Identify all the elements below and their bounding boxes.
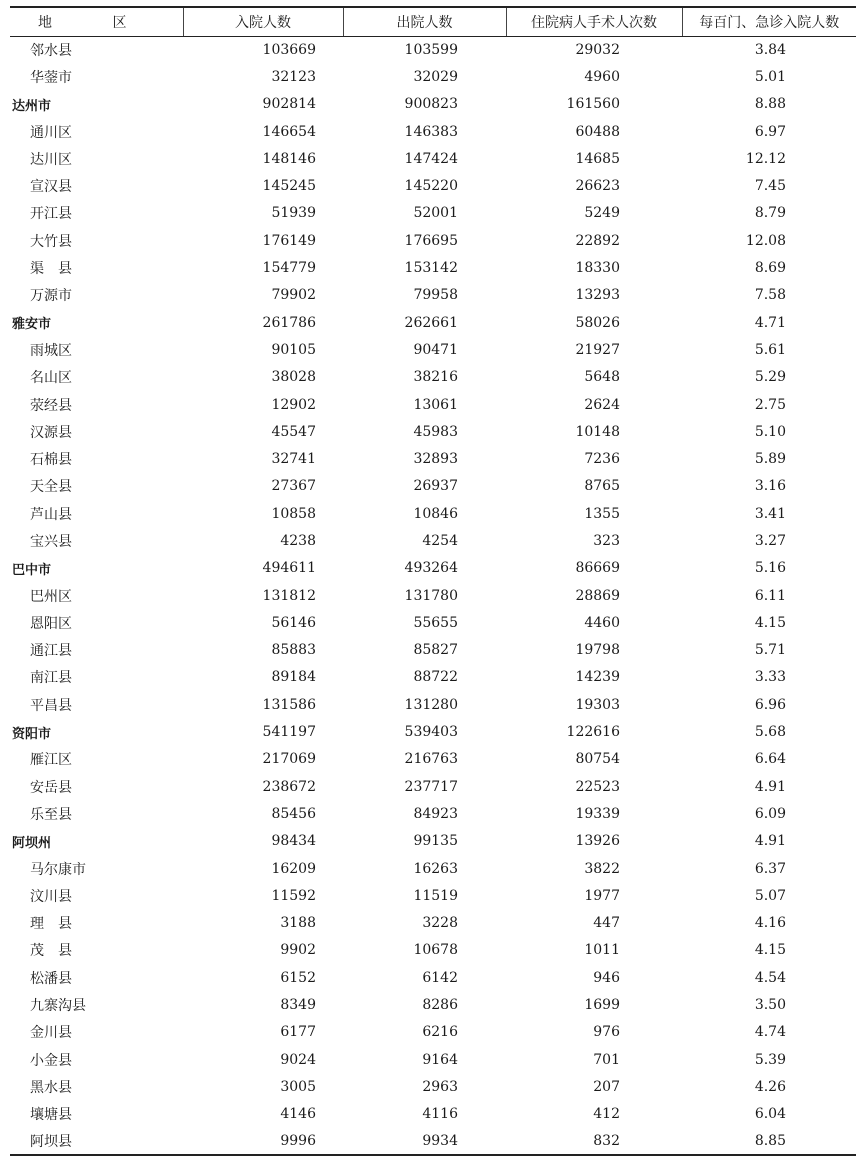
admissions-cell: 51939: [271, 205, 316, 222]
discharges-cell: 10678: [413, 942, 458, 959]
admission-rate-cell: 6.96: [754, 696, 786, 713]
table-row: [10, 364, 856, 391]
admissions-cell: 8349: [280, 997, 316, 1014]
discharges-cell: 45983: [413, 423, 458, 440]
region-name-cell: 平昌县: [30, 697, 72, 714]
discharges-cell: 3228: [422, 915, 458, 932]
discharges-cell: 4254: [422, 532, 458, 549]
admissions-cell: 131812: [262, 587, 316, 604]
discharges-cell: 9164: [422, 1051, 458, 1068]
admissions-cell: 89184: [271, 669, 316, 686]
header-row: [10, 7, 856, 36]
surgeries-cell: 412: [593, 1106, 620, 1123]
table-row: [10, 773, 856, 800]
region-name-cell: 宣汉县: [30, 179, 72, 196]
discharges-cell: 262661: [404, 314, 458, 331]
admission-rate-cell: 5.89: [754, 451, 786, 468]
surgeries-cell: 13926: [575, 833, 620, 850]
surgeries-cell: 10148: [575, 423, 620, 440]
admissions-cell: 494611: [262, 560, 316, 577]
table-row: [10, 1101, 856, 1128]
surgeries-cell: 26623: [575, 178, 620, 195]
admissions-cell: 9996: [183, 1128, 343, 1155]
header-region: 地 区: [10, 7, 183, 36]
discharges-cell: 55655: [413, 614, 458, 631]
admission-rate-cell: 4.54: [754, 969, 786, 986]
surgeries-cell: 5648: [584, 369, 620, 386]
discharges-cell: 8286: [422, 997, 458, 1014]
admissions-cell: 148146: [262, 150, 316, 167]
discharges-cell: 32893: [413, 451, 458, 468]
table-row: [10, 282, 856, 309]
admissions-cell: 16209: [271, 860, 316, 877]
discharges-cell: 900823: [404, 96, 458, 113]
admission-rate-cell: 4.26: [754, 1078, 786, 1095]
region-name-cell: 巴中市: [12, 562, 52, 578]
discharges-cell: 4116: [422, 1106, 458, 1123]
region-name-cell: 松潘县: [30, 970, 72, 987]
table-row-city: [10, 309, 856, 336]
admissions-cell: 85456: [271, 805, 316, 822]
table-header: [10, 7, 856, 36]
surgeries-cell: 8765: [584, 478, 620, 495]
table-row: [10, 691, 856, 718]
region-name-cell: 汶川县: [30, 888, 72, 905]
region-name-cell: 宝兴县: [30, 533, 72, 550]
surgeries-cell: 323: [593, 532, 620, 549]
region-name-cell: 资阳市: [12, 726, 52, 742]
table-row: [10, 991, 856, 1018]
table-row: [10, 200, 856, 227]
admission-rate-cell: 3.50: [754, 997, 786, 1014]
region-name-cell: 天全县: [30, 479, 72, 496]
table-row: [10, 418, 856, 445]
discharges-cell: 32029: [413, 68, 458, 85]
header-surgeries: 住院病人手术人次数: [506, 7, 682, 36]
region-name-cell: 茂 县: [30, 943, 72, 960]
surgeries-cell: 122616: [566, 724, 620, 741]
table-row: [10, 964, 856, 991]
region-name-cell: 万源市: [30, 288, 72, 305]
discharges-cell: 146383: [404, 123, 458, 140]
table-row-city: [10, 91, 856, 118]
table-row: [10, 882, 856, 909]
discharges-cell: 131780: [404, 587, 458, 604]
surgeries-cell: 14685: [575, 150, 620, 167]
discharges-cell: 153142: [404, 260, 458, 277]
admissions-cell: 146654: [262, 123, 316, 140]
region-name-cell: 恩阳区: [30, 615, 72, 632]
admission-rate-cell: 5.01: [754, 68, 786, 85]
surgeries-cell: 21927: [575, 341, 620, 358]
admission-rate-cell: 6.97: [754, 123, 786, 140]
region-name-cell: 通江县: [30, 643, 72, 660]
table-row: [10, 473, 856, 500]
region-name-cell: 雅安市: [12, 317, 52, 333]
admission-rate-cell: 4.16: [754, 915, 786, 932]
region-name-cell: 华蓥市: [30, 69, 72, 86]
table-row: [10, 227, 856, 254]
admission-rate-cell: 3.41: [754, 505, 786, 522]
region-name-cell: 邻水县: [30, 42, 72, 59]
table-row-city: [10, 555, 856, 582]
region-name-cell: 壤塘县: [30, 1107, 72, 1124]
region-name-cell: 理 县: [30, 916, 72, 933]
discharges-cell: 90471: [413, 341, 458, 358]
region-name-cell: 通川区: [30, 124, 72, 141]
hospital-statistics-table: [10, 6, 856, 1156]
discharges-cell: 539403: [404, 724, 458, 741]
admission-rate-cell: 5.61: [754, 341, 786, 358]
surgeries-cell: 5249: [584, 205, 620, 222]
surgeries-cell: 28869: [575, 587, 620, 604]
admissions-cell: 154779: [262, 260, 316, 277]
surgeries-cell: 4460: [584, 614, 620, 631]
admissions-cell: 45547: [271, 423, 316, 440]
region-name-cell: 达川区: [30, 151, 72, 168]
admission-rate-cell: 8.88: [754, 96, 786, 113]
admission-rate-cell: 8.85: [682, 1128, 856, 1155]
table-row: [10, 527, 856, 554]
discharges-cell: 493264: [404, 560, 458, 577]
surgeries-cell: 1355: [584, 505, 620, 522]
surgeries-cell: 832: [506, 1128, 682, 1155]
discharges-cell: 52001: [413, 205, 458, 222]
admissions-cell: 131586: [262, 696, 316, 713]
region-name-cell: 阿坝州: [12, 835, 52, 851]
admissions-cell: 32741: [271, 451, 316, 468]
surgeries-cell: 22523: [575, 778, 620, 795]
surgeries-cell: 86669: [575, 560, 620, 577]
admission-rate-cell: 6.64: [754, 751, 786, 768]
surgeries-cell: 4960: [584, 68, 620, 85]
admissions-cell: 217069: [262, 751, 316, 768]
table-row: [10, 336, 856, 363]
surgeries-cell: 29032: [575, 41, 620, 58]
admission-rate-cell: 7.45: [754, 178, 786, 195]
admission-rate-cell: 3.33: [754, 669, 786, 686]
discharges-cell: 16263: [413, 860, 458, 877]
admission-rate-cell: 8.69: [754, 260, 786, 277]
surgeries-cell: 80754: [575, 751, 620, 768]
admissions-cell: 4146: [280, 1106, 316, 1123]
discharges-cell: 216763: [404, 751, 458, 768]
discharges-cell: 2963: [422, 1078, 458, 1095]
table-row: [10, 500, 856, 527]
admission-rate-cell: 6.11: [754, 587, 786, 604]
admissions-cell: 9024: [280, 1051, 316, 1068]
admissions-cell: 12902: [271, 396, 316, 413]
table-row: [10, 855, 856, 882]
region-name-cell: 渠 县: [30, 261, 72, 278]
region-name-cell: 石棉县: [30, 452, 72, 469]
discharges-cell: 99135: [413, 833, 458, 850]
admissions-cell: 56146: [271, 614, 316, 631]
admission-rate-cell: 5.10: [754, 423, 786, 440]
admission-rate-cell: 2.75: [754, 396, 786, 413]
discharges-cell: 88722: [413, 669, 458, 686]
admission-rate-cell: 12.12: [745, 150, 786, 167]
table-body: [10, 36, 856, 1155]
surgeries-cell: 946: [593, 969, 620, 986]
region-name-cell: 开江县: [30, 206, 72, 223]
surgeries-cell: 22892: [575, 232, 620, 249]
region-name-cell: 安岳县: [30, 779, 72, 796]
surgeries-cell: 3822: [584, 860, 620, 877]
surgeries-cell: 7236: [584, 451, 620, 468]
region-name-cell: 汉源县: [30, 424, 72, 441]
table-row: [10, 664, 856, 691]
discharges-cell: 26937: [413, 478, 458, 495]
surgeries-cell: 1011: [584, 942, 620, 959]
table-row: [10, 145, 856, 172]
region-name-cell: 名山区: [30, 370, 72, 387]
surgeries-cell: 2624: [584, 396, 620, 413]
discharges-cell: 103599: [404, 41, 458, 58]
discharges-cell: 145220: [404, 178, 458, 195]
admissions-cell: 176149: [262, 232, 316, 249]
admission-rate-cell: 3.84: [754, 41, 786, 58]
table-row: [10, 937, 856, 964]
region-name-cell: 芦山县: [30, 506, 72, 523]
admission-rate-cell: 6.37: [754, 860, 786, 877]
surgeries-cell: 447: [593, 915, 620, 932]
table-row: [10, 1046, 856, 1073]
admission-rate-cell: 5.68: [754, 724, 786, 741]
admissions-cell: 27367: [271, 478, 316, 495]
table-row-city: [10, 828, 856, 855]
table-row: [10, 582, 856, 609]
table-row: [10, 118, 856, 145]
discharges-cell: 13061: [413, 396, 458, 413]
surgeries-cell: 58026: [575, 314, 620, 331]
admissions-cell: 145245: [262, 178, 316, 195]
region-name-cell: 乐至县: [30, 806, 72, 823]
admission-rate-cell: 4.91: [754, 778, 786, 795]
surgeries-cell: 1977: [584, 887, 620, 904]
table-row: [10, 445, 856, 472]
surgeries-cell: 161560: [566, 96, 620, 113]
table-row: [10, 910, 856, 937]
admissions-cell: 238672: [262, 778, 316, 795]
region-name-cell: 雨城区: [30, 342, 72, 359]
surgeries-cell: 13293: [575, 287, 620, 304]
region-name-cell: 南江县: [30, 670, 72, 687]
admission-rate-cell: 5.07: [754, 887, 786, 904]
admissions-cell: 3188: [280, 915, 316, 932]
admissions-cell: 98434: [271, 833, 316, 850]
region-name-cell: 阿坝县: [10, 1128, 183, 1155]
region-name-cell: 金川县: [30, 1025, 72, 1042]
admissions-cell: 85883: [271, 642, 316, 659]
admissions-cell: 6177: [280, 1024, 316, 1041]
table-row: [10, 800, 856, 827]
admissions-cell: 90105: [271, 341, 316, 358]
table-row: [10, 1073, 856, 1100]
discharges-cell: 9934: [343, 1128, 506, 1155]
table-row: [10, 746, 856, 773]
admission-rate-cell: 7.58: [754, 287, 786, 304]
admission-rate-cell: 8.79: [754, 205, 786, 222]
discharges-cell: 79958: [413, 287, 458, 304]
admission-rate-cell: 5.71: [754, 642, 786, 659]
discharges-cell: 131280: [404, 696, 458, 713]
discharges-cell: 10846: [413, 505, 458, 522]
admissions-cell: 541197: [262, 724, 316, 741]
surgeries-cell: 14239: [575, 669, 620, 686]
surgeries-cell: 701: [593, 1051, 620, 1068]
admission-rate-cell: 4.15: [754, 942, 786, 959]
discharges-cell: 237717: [404, 778, 458, 795]
admissions-cell: 103669: [262, 41, 316, 58]
admission-rate-cell: 6.04: [754, 1106, 786, 1123]
table-row: [10, 1019, 856, 1046]
table-row: [10, 63, 856, 90]
region-name-cell: 达州市: [12, 98, 52, 114]
table-row: [10, 609, 856, 636]
admission-rate-cell: 5.29: [754, 369, 786, 386]
region-name-cell: 大竹县: [30, 233, 72, 250]
discharges-cell: 147424: [404, 150, 458, 167]
table-row: [10, 637, 856, 664]
admission-rate-cell: 4.15: [754, 614, 786, 631]
admission-rate-cell: 12.08: [745, 232, 786, 249]
header-admission-rate: 每百门、急诊入院人数: [682, 7, 856, 36]
table-row: [10, 36, 856, 63]
admissions-cell: 902814: [262, 96, 316, 113]
admission-rate-cell: 5.39: [754, 1051, 786, 1068]
region-name-cell: 马尔康市: [30, 861, 86, 878]
discharges-cell: 6142: [422, 969, 458, 986]
region-name-cell: 黑水县: [30, 1079, 72, 1096]
region-name-cell: 小金县: [30, 1052, 72, 1069]
discharges-cell: 11519: [413, 887, 458, 904]
region-name-cell: 巴州区: [30, 588, 72, 605]
discharges-cell: 6216: [422, 1024, 458, 1041]
admission-rate-cell: 3.27: [754, 532, 786, 549]
table-row: [10, 254, 856, 281]
admissions-cell: 3005: [280, 1078, 316, 1095]
region-name-cell: 雁江区: [30, 752, 72, 769]
admission-rate-cell: 6.09: [754, 805, 786, 822]
surgeries-cell: 19339: [575, 805, 620, 822]
admission-rate-cell: 3.16: [754, 478, 786, 495]
table-row: [10, 172, 856, 199]
admission-rate-cell: 4.91: [754, 833, 786, 850]
discharges-cell: 84923: [413, 805, 458, 822]
discharges-cell: 176695: [404, 232, 458, 249]
admissions-cell: 11592: [271, 887, 316, 904]
admissions-cell: 79902: [271, 287, 316, 304]
surgeries-cell: 207: [593, 1078, 620, 1095]
surgeries-cell: 1699: [584, 997, 620, 1014]
table-row: [10, 1128, 856, 1155]
surgeries-cell: 19303: [575, 696, 620, 713]
admissions-cell: 6152: [280, 969, 316, 986]
admissions-cell: 32123: [271, 68, 316, 85]
region-name-cell: 九寨沟县: [30, 998, 86, 1015]
admissions-cell: 261786: [262, 314, 316, 331]
table-row-city: [10, 718, 856, 745]
discharges-cell: 38216: [413, 369, 458, 386]
region-name-cell: 荥经县: [30, 397, 72, 414]
surgeries-cell: 60488: [575, 123, 620, 140]
admission-rate-cell: 4.74: [754, 1024, 786, 1041]
header-admissions: 入院人数: [183, 7, 343, 36]
admission-rate-cell: 4.71: [754, 314, 786, 331]
admissions-cell: 38028: [271, 369, 316, 386]
surgeries-cell: 976: [593, 1024, 620, 1041]
header-discharges: 出院人数: [343, 7, 506, 36]
admission-rate-cell: 5.16: [754, 560, 786, 577]
discharges-cell: 85827: [413, 642, 458, 659]
admissions-cell: 10858: [271, 505, 316, 522]
table-row: [10, 391, 856, 418]
admissions-cell: 9902: [280, 942, 316, 959]
admissions-cell: 4238: [280, 532, 316, 549]
surgeries-cell: 19798: [575, 642, 620, 659]
surgeries-cell: 18330: [575, 260, 620, 277]
